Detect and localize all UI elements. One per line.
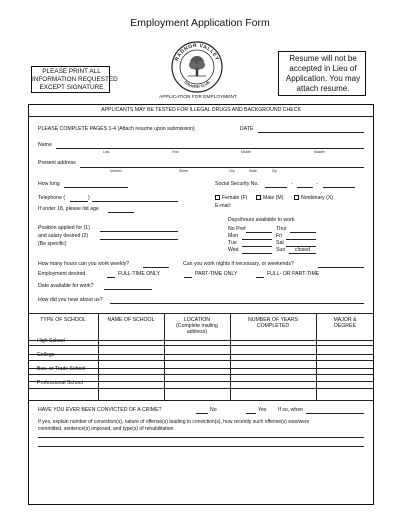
sun-value: closed xyxy=(295,247,310,253)
day-wed: Wed xyxy=(228,247,239,253)
thur-field[interactable] xyxy=(290,232,316,233)
full-or-part-blank[interactable] xyxy=(256,277,264,278)
ssn-label: Social Security No. xyxy=(215,181,259,187)
date-label: DATE xyxy=(240,126,254,132)
logo-bottom-text: COUNTRY CLUB xyxy=(183,80,211,90)
col-divider-1 xyxy=(98,313,99,400)
name-sub-last: Last xyxy=(103,150,110,154)
ssn-dash-1: - xyxy=(291,181,293,187)
address-sub-zip: Zip xyxy=(272,169,277,173)
ssn-field-3[interactable] xyxy=(323,187,355,188)
part-time-option: PART-TIME ONLY xyxy=(195,271,238,277)
position-field-1[interactable] xyxy=(100,231,178,232)
address-sub-street: Street xyxy=(179,169,189,173)
date-available-field[interactable] xyxy=(104,289,152,290)
row-divider xyxy=(28,374,374,375)
mon-field[interactable] xyxy=(242,239,272,240)
full-or-part-option: FULL- OR PART-TIME xyxy=(267,271,320,277)
conviction-explain-field-2[interactable] xyxy=(38,446,364,447)
address-sub-number: Number xyxy=(110,169,123,173)
table-row-trade-school: Bus. or Trade School xyxy=(37,366,86,372)
fri-field[interactable] xyxy=(286,239,316,240)
address-label: Present address xyxy=(38,160,76,166)
male-label: Male (M) xyxy=(263,195,284,201)
conviction-when-field[interactable] xyxy=(306,413,364,414)
wed-field[interactable] xyxy=(242,253,272,254)
header-major-degree: MAJOR & DEGREE xyxy=(333,317,357,329)
hours-weekly-field[interactable] xyxy=(143,267,169,268)
employment-desired-label: Employment desired xyxy=(38,271,86,277)
conviction-explain-line2: committed, sentence(s) imposed, and type(s) of rehabilitation. xyxy=(38,426,175,432)
country-club-logo xyxy=(170,40,224,94)
date-field[interactable] xyxy=(258,132,364,133)
tree-icon xyxy=(188,56,206,76)
table-bottom-border xyxy=(28,400,374,401)
table-header-bottom xyxy=(28,340,374,341)
age-field[interactable] xyxy=(108,212,134,213)
hours-weekly-label: How many hours can you work weekly? xyxy=(38,261,130,267)
print-notice-line1: PLEASE PRINT ALL xyxy=(42,68,101,75)
hear-about-label: How did you hear about us? xyxy=(38,297,103,303)
full-time-blank[interactable] xyxy=(107,277,115,278)
resume-notice-line4: attach resume. xyxy=(296,84,350,93)
telephone-area-field[interactable] xyxy=(70,201,88,202)
position-label-1: Position applied for (1) xyxy=(38,225,90,231)
email-label: E-mail: xyxy=(215,203,232,209)
print-notice-line3: EXCEPT SIGNATURE xyxy=(39,84,104,91)
header-type-of-school: TYPE OF SCHOOL xyxy=(40,317,86,323)
day-mon: Mon xyxy=(228,233,239,239)
conviction-yes: Yes xyxy=(258,407,267,413)
divider xyxy=(28,116,374,117)
nonbinary-label: Nonbinary (X) xyxy=(301,195,334,201)
day-fri: Fri xyxy=(276,233,283,239)
conviction-question: HAVE YOU EVER BEEN CONVICTED OF A CRIME? xyxy=(38,407,162,413)
conviction-if-so-when: If so, when xyxy=(278,407,304,413)
resume-notice-line2: accepted in Lieu of xyxy=(289,64,357,73)
drug-test-notice: APPLICANTS MAY BE TESTED FOR ILLEGAL DRUGS AND BACKGROUND CHECK xyxy=(101,107,301,113)
complete-pages-note: PLEASE COMPLETE PAGES 1-4 (Attach resume upon submission) xyxy=(38,126,195,132)
under-18-label: If under 18, please list age xyxy=(38,206,99,212)
row-divider xyxy=(28,354,374,355)
day-sat: Sat xyxy=(276,240,284,246)
table-row-high-school: High School xyxy=(37,338,65,344)
male-checkbox[interactable] xyxy=(256,195,261,200)
nonbinary-checkbox[interactable] xyxy=(294,195,299,200)
print-notice-line2: INFORMATION REQUESTED xyxy=(32,76,118,83)
resume-notice-box xyxy=(278,51,366,96)
conviction-explain-line1: If yes, explain number of conviction(s), nature of offense(s) leading to conviction(s), how recently such offense(s) was/were xyxy=(38,419,310,425)
name-sub-first: First xyxy=(172,150,179,154)
how-long-field[interactable] xyxy=(64,187,128,188)
table-top-border xyxy=(28,313,374,314)
part-time-blank[interactable] xyxy=(184,277,192,278)
position-field-2[interactable] xyxy=(100,239,178,240)
nights-weekends-label: Can you work nights if necessary, or weekends? xyxy=(183,261,294,267)
ssn-field-1[interactable] xyxy=(265,187,287,188)
address-sub-state: State xyxy=(249,169,257,173)
conviction-yes-blank[interactable] xyxy=(246,413,256,414)
conviction-no: No xyxy=(210,407,217,413)
row-divider xyxy=(28,345,374,346)
ssn-field-2[interactable] xyxy=(297,187,313,188)
date-available-label: Date available for work? xyxy=(38,283,94,289)
name-label: Name xyxy=(38,142,52,148)
application-for-employment: APPLICATION FOR EMPLOYMENT xyxy=(159,95,237,100)
page-title: Employment Application Form xyxy=(130,17,270,29)
position-label-3: (Be specific) xyxy=(38,241,67,247)
form-frame xyxy=(28,104,374,505)
row-divider xyxy=(28,388,374,389)
logo-arc-text: RADNOR VALLEY xyxy=(174,42,220,62)
table-row-college: College xyxy=(37,352,55,358)
table-row-professional-school: Professional School xyxy=(37,380,83,386)
full-time-option: FULL-TIME ONLY xyxy=(118,271,160,277)
name-sub-middle: Middle xyxy=(241,150,251,154)
resume-notice-line1: Resume will not be xyxy=(289,54,357,63)
row-divider xyxy=(28,360,374,361)
resume-notice-line3: Application. You may xyxy=(285,74,361,83)
address-sub-city: City xyxy=(229,169,235,173)
name-sub-maiden: Maiden xyxy=(314,150,326,154)
telephone-label: Telephone ( xyxy=(38,195,66,201)
hear-about-field[interactable] xyxy=(110,303,364,304)
position-label-2: and salary desired (2) xyxy=(38,233,89,239)
name-field[interactable] xyxy=(56,148,364,149)
print-notice-box xyxy=(31,66,118,93)
days-hours-label: Days/hours available to work xyxy=(228,217,295,223)
ssn-dash-2: - xyxy=(316,181,318,187)
no-pref-field[interactable] xyxy=(246,232,272,233)
telephone-field[interactable] xyxy=(92,201,178,202)
address-field[interactable] xyxy=(80,167,364,168)
day-sun: Sun xyxy=(276,247,286,253)
day-no-pref: No Pref xyxy=(228,226,246,232)
day-tue: Tue xyxy=(228,240,237,246)
header-location: LOCATION (Complete mailing address) xyxy=(176,317,218,335)
telephone-close-paren: ) xyxy=(88,195,90,201)
female-checkbox[interactable] xyxy=(215,195,220,200)
header-name-of-school: NAME OF SCHOOL xyxy=(107,317,155,323)
tue-field[interactable] xyxy=(242,246,272,247)
how-long-label: How long xyxy=(38,181,60,187)
day-thur: Thur xyxy=(276,226,287,232)
conviction-explain-field-1[interactable] xyxy=(38,437,364,438)
female-label: Female (F) xyxy=(222,195,248,201)
header-years-completed: NUMBER OF YEARS COMPLETED xyxy=(247,317,299,329)
nights-weekends-field[interactable] xyxy=(318,267,364,268)
conviction-no-blank[interactable] xyxy=(196,413,208,414)
